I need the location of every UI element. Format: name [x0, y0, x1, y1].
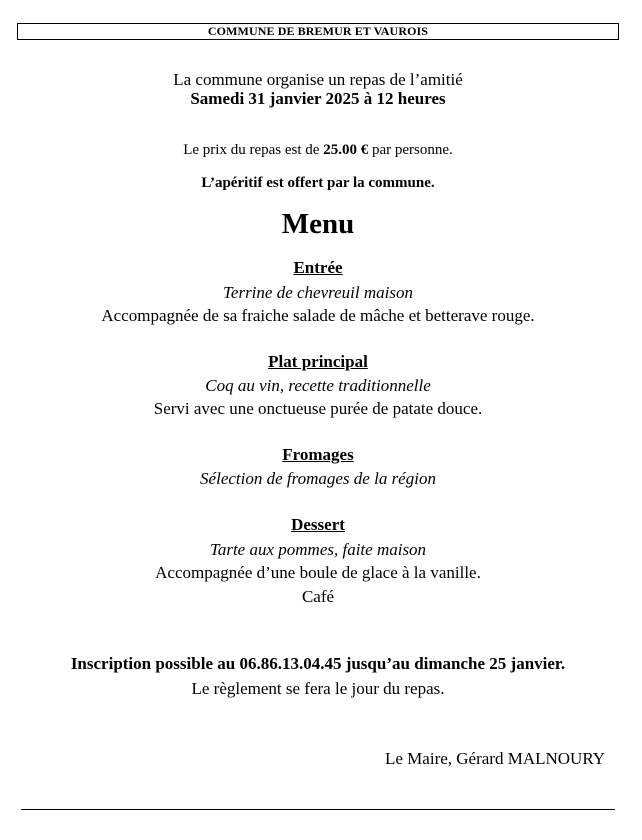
menu-item: Terrine de chevreuil maison — [223, 283, 413, 302]
price-line — [0, 142, 636, 159]
event-date: Samedi 31 janvier 2025 à 12 heures — [190, 89, 446, 108]
menu-title: Menu — [281, 208, 355, 240]
menu-item: Café — [301, 587, 335, 606]
price-prefix: Le prix du repas est de — [183, 142, 324, 158]
menu-item: Sélection de fromages de la région — [200, 469, 436, 488]
section-entree — [0, 258, 636, 278]
menu-item: Tarte aux pommes, faite maison — [209, 540, 427, 559]
menu-item-description: Accompagnée d’une boule de glace à la vanille. — [155, 563, 481, 582]
menu-item-description: Accompagnée de sa fraiche salade de mâche et betterave rouge. — [101, 306, 535, 325]
mayor-signature: Le Maire, Gérard MALNOURY — [385, 749, 605, 768]
inscription-note: Inscription possible au 06.86.13.04.45 jusqu’au dimanche 25 janvier. — [70, 654, 566, 673]
section-fromages — [0, 445, 636, 465]
menu-item: Coq au vin, recette traditionnelle — [205, 376, 431, 395]
payment-note: Le règlement se fera le jour du repas. — [191, 679, 445, 698]
bottom-divider — [21, 809, 615, 810]
section-title: Entrée — [293, 258, 343, 277]
intro-text: La commune organise un repas de l’amitié — [173, 70, 463, 89]
section-plat-principal — [0, 352, 636, 372]
section-title: Plat principal — [268, 352, 368, 371]
price-suffix: par personne. — [368, 142, 453, 158]
aperitif-note: L’apéritif est offert par la commune. — [201, 175, 435, 191]
commune-header: COMMUNE DE BREMUR ET VAUROIS — [17, 23, 619, 40]
price-amount: 25.00 € — [323, 142, 369, 158]
section-title: Fromages — [282, 445, 354, 464]
section-dessert — [0, 515, 636, 535]
section-title: Dessert — [291, 515, 345, 534]
menu-item-description: Servi avec une onctueuse purée de patate douce. — [153, 399, 483, 418]
